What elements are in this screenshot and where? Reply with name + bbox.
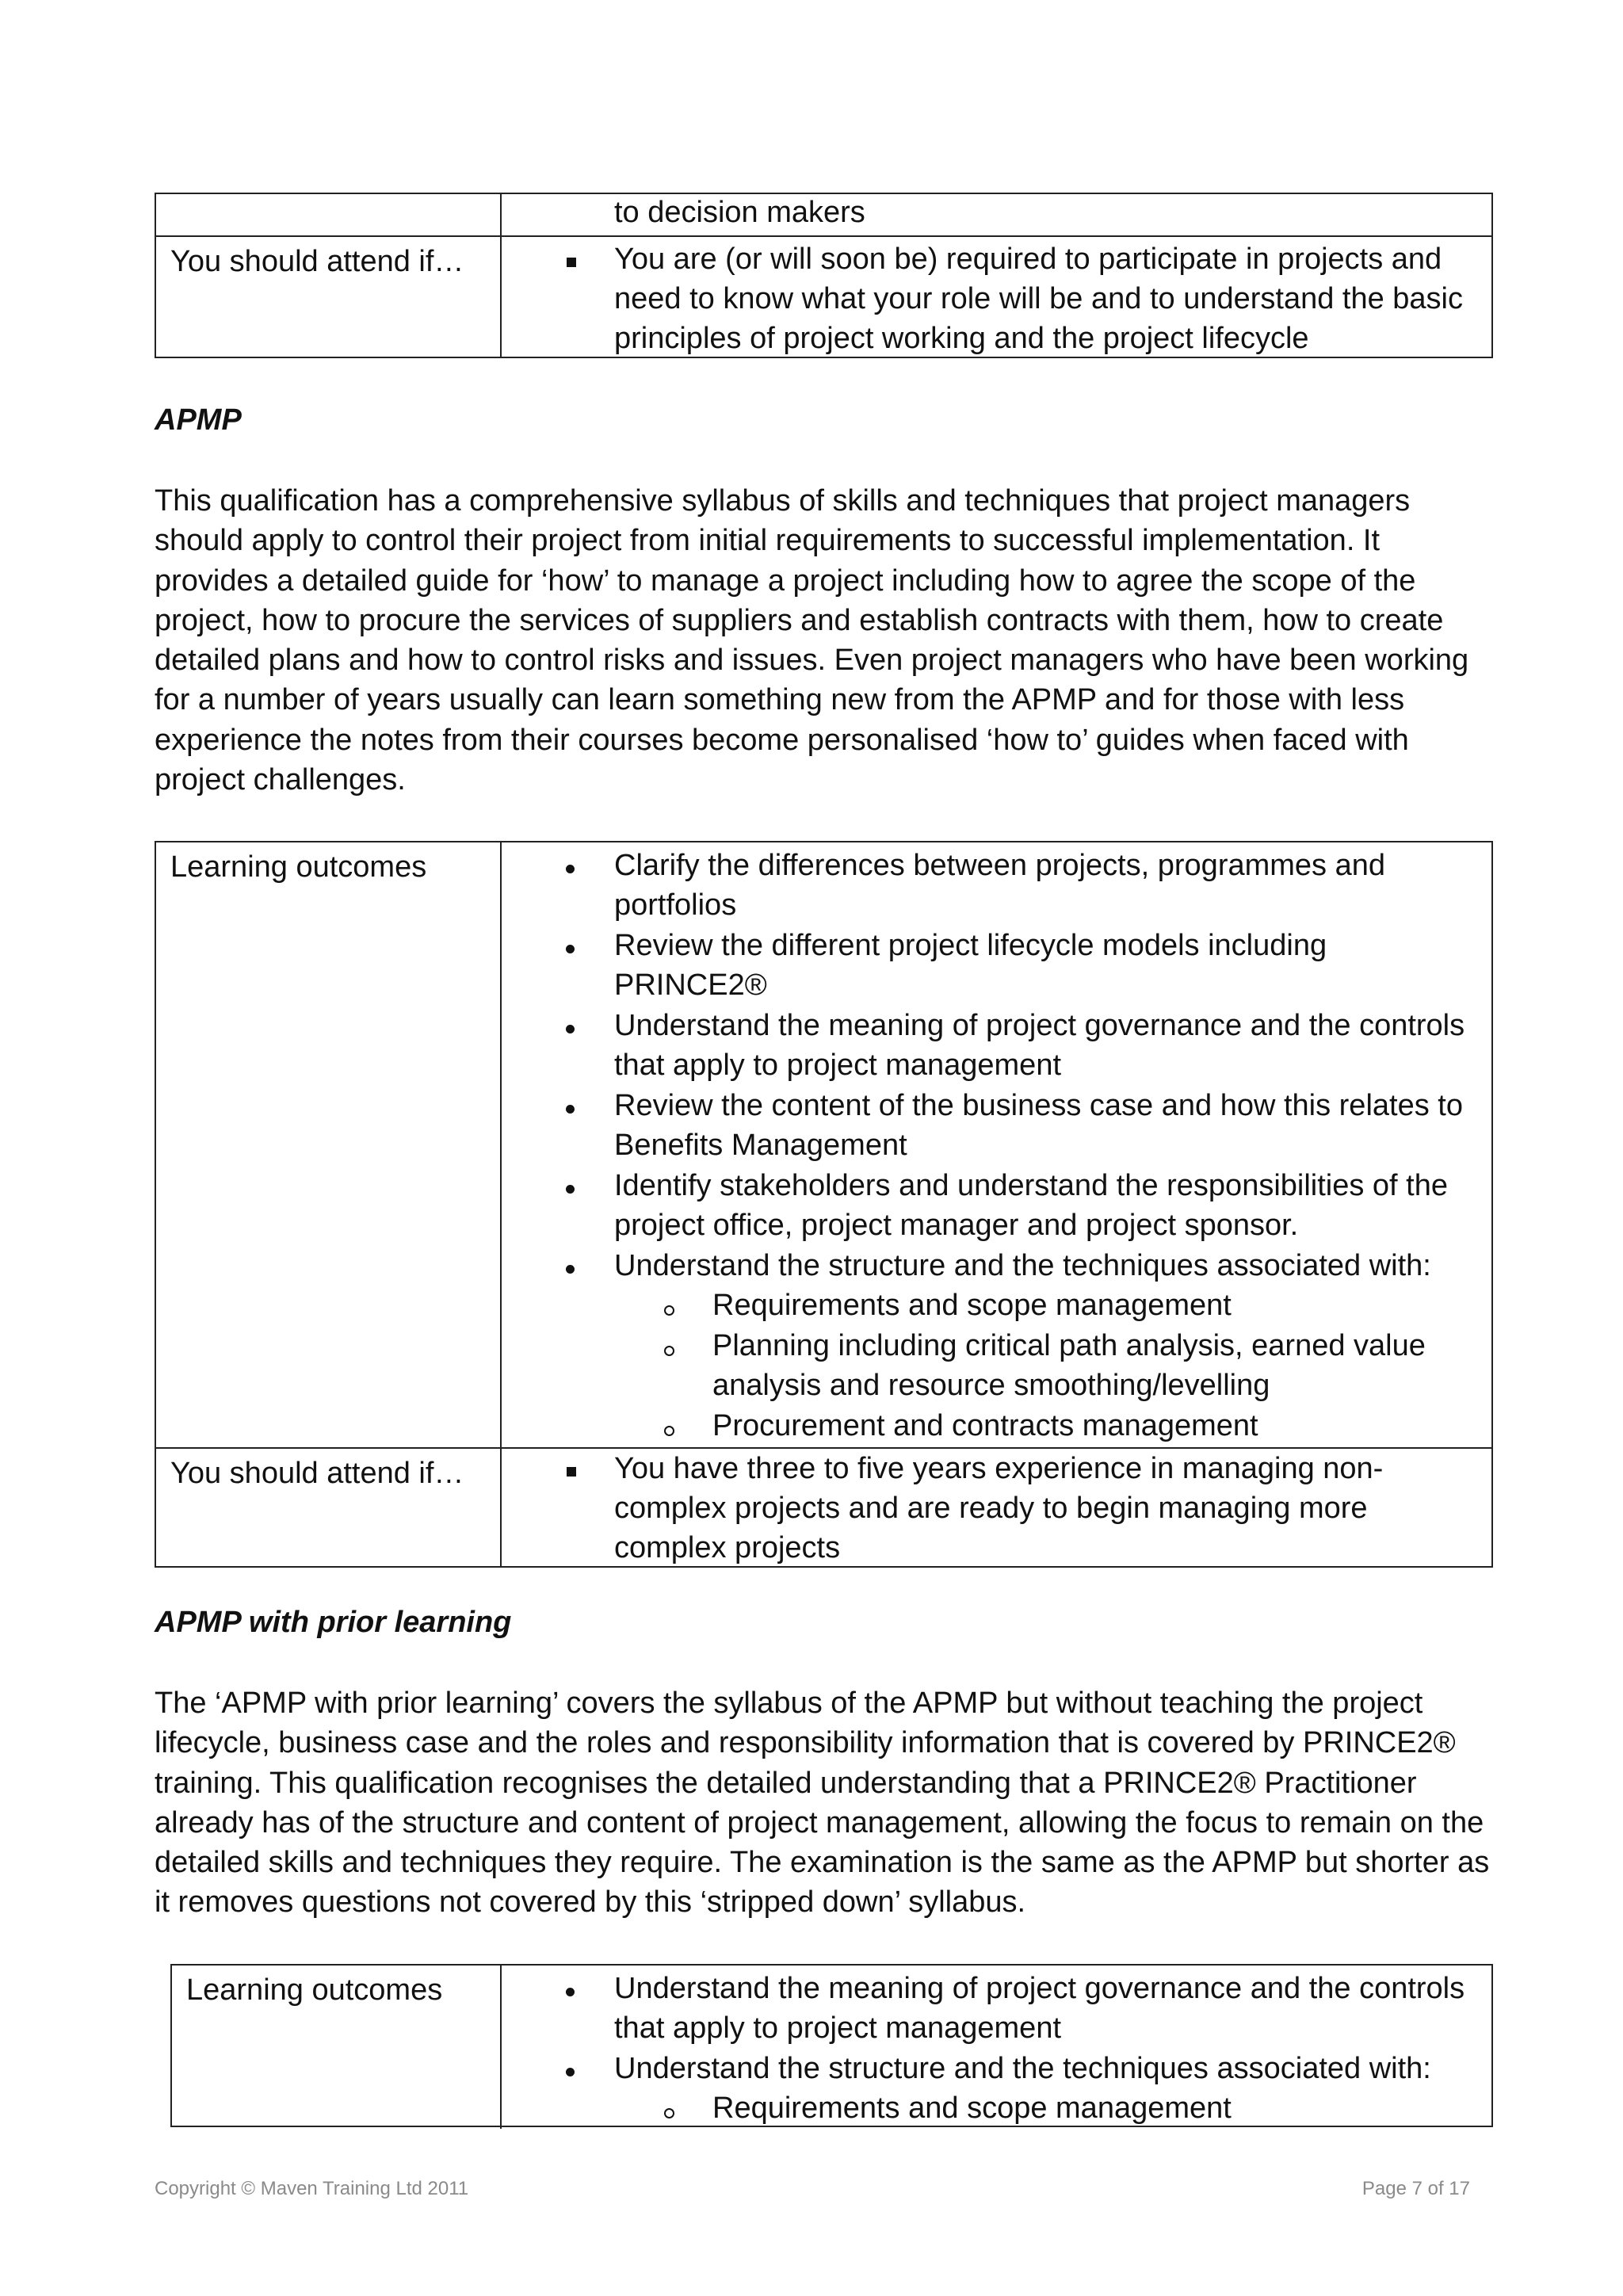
sub-list-item: Procurement and contracts management — [712, 1409, 1258, 1442]
circle-bullet-icon — [664, 1426, 674, 1436]
footer-page-number: Page 7 of 17 — [1361, 2178, 1470, 2199]
learning-outcomes-label: Learning outcomes — [170, 850, 427, 884]
list-item: Review the different project lifecycle models including PRINCE2® — [614, 929, 1327, 1002]
section-heading-apmp-prior: APMP with prior learning — [155, 1606, 512, 1639]
bullet-icon — [566, 1185, 575, 1194]
square-bullet-icon — [567, 258, 576, 267]
table-row — [156, 1447, 1491, 1566]
table-row — [156, 842, 1491, 1447]
continuation-text: to decision makers — [614, 196, 865, 229]
apmp-outcomes-table — [155, 841, 1493, 1568]
circle-bullet-icon — [664, 1305, 674, 1316]
learning-outcomes-label: Learning outcomes — [186, 1973, 443, 2007]
list-item: Clarify the differences between projects, programmes and portfolios — [614, 849, 1386, 922]
bullet-icon — [566, 865, 575, 873]
footer-copyright: Copyright © Maven Training Ltd 2011 — [155, 2178, 469, 2199]
attend-label: You should attend if… — [170, 245, 464, 278]
list-item: Understand the structure and the techniques associated with: — [614, 2052, 1431, 2085]
bullet-icon — [566, 1988, 575, 1996]
apmp-paragraph: This qualification has a comprehensive syllabus of skills and techniques that project managers should apply to control their project from initial requirements to successful implementation. It provides a detailed guide for ‘how’ to manage a project including how to agree the scope of the project, how to procure the services of suppliers and establish contracts with them, how to create detailed plans and how to control risks and issues. Even project managers who have been working for a number of years usually can learn something new from the APMP and for those with less experience the notes from their courses become personalised ‘how to’ guides when faced with project challenges. — [155, 484, 1469, 797]
sub-list-item: Planning including critical path analysis, earned value analysis and resource smoothing/levelling — [712, 1329, 1426, 1402]
attend-item: You are (or will soon be) required to participate in projects and need to know what your role will be and to understand the basic principles of project working and the project lifecycle — [614, 243, 1463, 355]
list-item: Understand the meaning of project governance and the controls that apply to project management — [614, 1972, 1465, 2045]
circle-bullet-icon — [664, 1346, 674, 1356]
square-bullet-icon — [567, 1467, 576, 1477]
table-row — [156, 194, 1491, 235]
attendance-table-top — [155, 193, 1493, 358]
apmp-prior-outcomes-table — [170, 1964, 1493, 2127]
bullet-icon — [566, 1105, 575, 1114]
apmp-prior-paragraph: The ‘APMP with prior learning’ covers the syllabus of the APMP but without teaching the project lifecycle, business case and the roles and responsibility information that is covered by PRINCE2® training. This qualification recognises the detailed understanding that a PRINCE2® Practitioner already has of the structure and content of project management, allowing the focus to remain on the detailed skills and techniques they require. The examination is the same as the APMP but shorter as it removes questions not covered by this ‘stripped down’ syllabus. — [155, 1687, 1490, 1920]
circle-bullet-icon — [664, 2108, 674, 2118]
list-item: Understand the structure and the techniques associated with: — [614, 1249, 1431, 1282]
attend-item: You have three to five years experience in managing non-complex projects and are ready to begin managing more complex projects — [614, 1452, 1384, 1564]
list-item: Understand the meaning of project governance and the controls that apply to project management — [614, 1009, 1465, 1082]
sub-list-item: Requirements and scope management — [712, 1289, 1232, 1322]
table-row — [172, 1966, 1491, 2129]
sub-list-item: Requirements and scope management — [712, 2092, 1232, 2125]
section-heading-apmp: APMP — [155, 403, 242, 437]
list-item: Review the content of the business case and how this relates to Benefits Management — [614, 1089, 1463, 1162]
bullet-icon — [566, 945, 575, 953]
list-item: Identify stakeholders and understand the responsibilities of the project office, project manager and project sponsor. — [614, 1169, 1448, 1242]
table-row — [156, 235, 1491, 357]
bullet-icon — [566, 1265, 575, 1274]
attend-label: You should attend if… — [170, 1457, 464, 1490]
bullet-icon — [566, 2068, 575, 2076]
bullet-icon — [566, 1025, 575, 1033]
